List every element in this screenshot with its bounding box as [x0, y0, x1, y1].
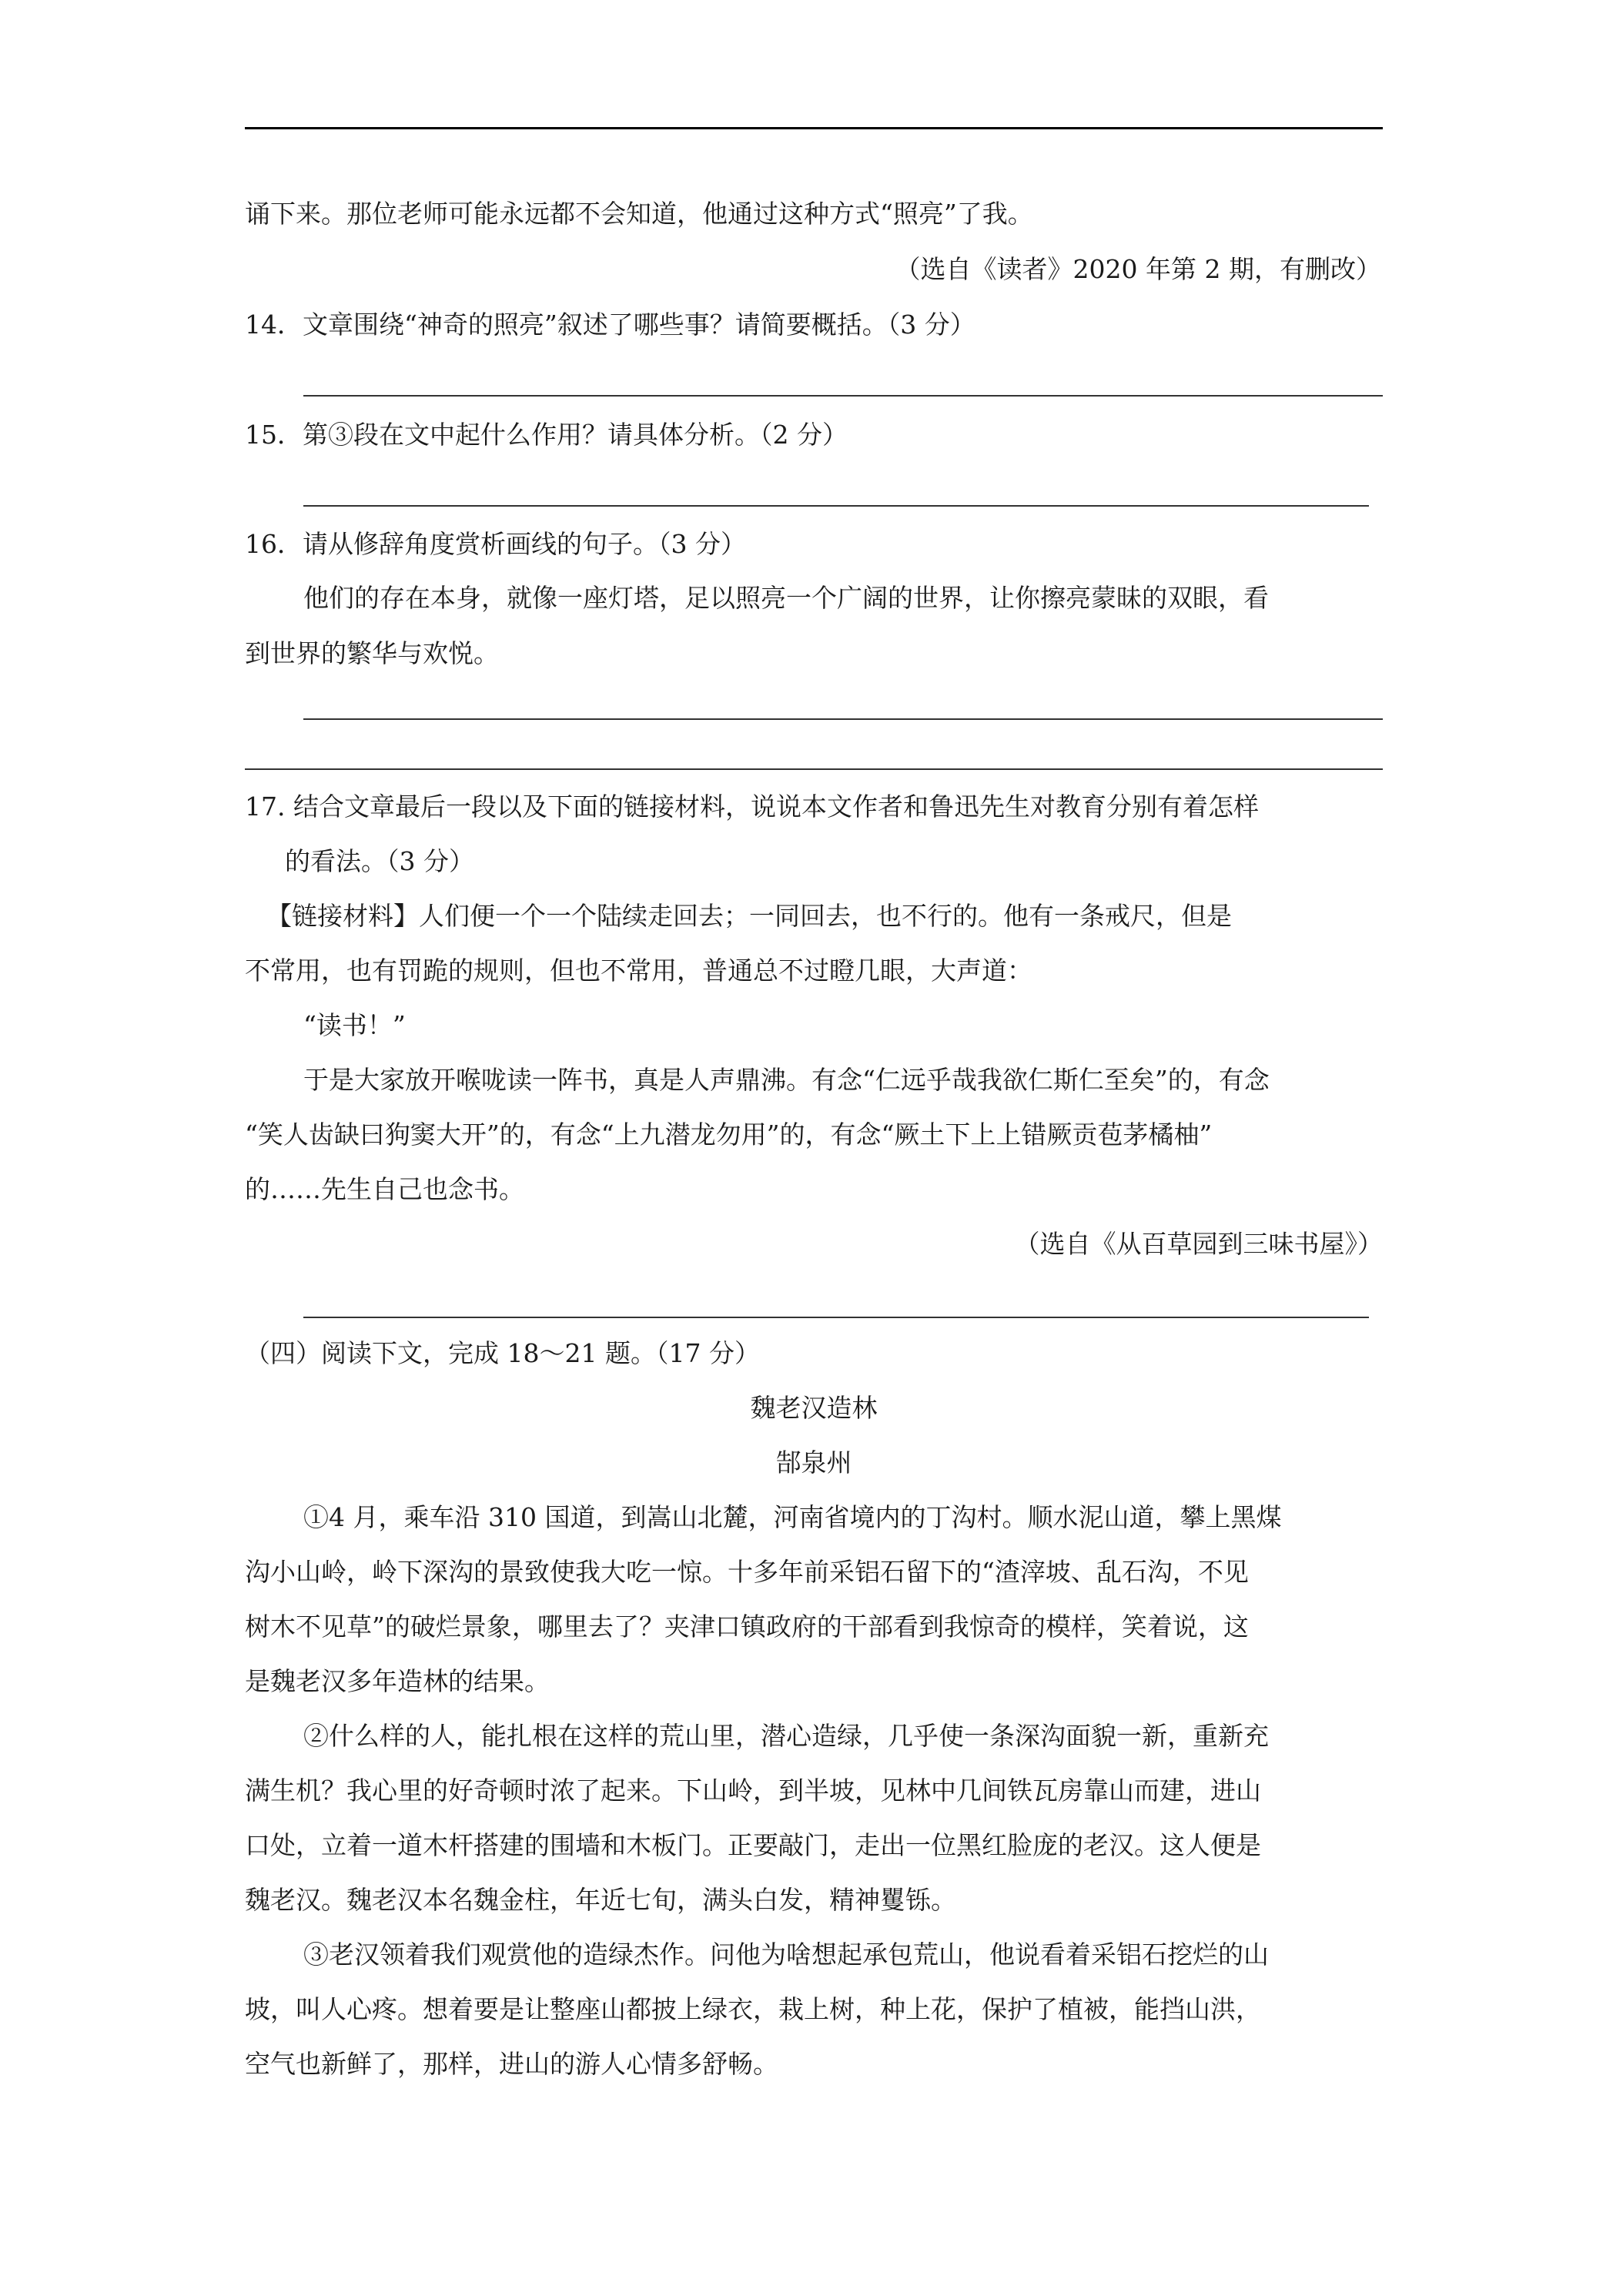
article-title: 魏老汉造林 — [750, 1393, 878, 1423]
material-line-5: “笑人齿缺曰狗窦大开”的，有念“上九潜龙勿用”的，有念“厥土下上上错厥贡苞茅橘柚” — [245, 1120, 1213, 1150]
material-line-2: 不常用，也有罚跪的规则，但也不常用，普通总不过瞪几眼，大声道： — [245, 956, 1032, 986]
paragraph-1-line-4: 是魏老汉多年造林的结果。 — [245, 1666, 550, 1696]
material-source: （选自《从百草园到三味书屋》） — [1014, 1229, 1383, 1259]
material-line-1: 【链接材料】人们便一个一个陆续走回去；一同回去，也不行的。他有一条戒尺，但是 — [266, 901, 1232, 931]
passage-source: （选自《读者》2020 年第 2 期，有删改） — [895, 254, 1381, 284]
paragraph-1-line-2: 沟小山岭，岭下深沟的景致使我大吃一惊。十多年前采铝石留下的“渣滓坡、乱石沟，不见 — [245, 1557, 1249, 1587]
question-14: 14．文章围绕“神奇的照亮”叙述了哪些事？请简要概括。（3 分） — [245, 310, 975, 340]
paragraph-1-line-3: 树木不见草”的破烂景象，哪里去了？夹津口镇政府的干部看到我惊奇的模样，笑着说，这 — [245, 1612, 1249, 1642]
material-line-6: 的……先生自己也念书。 — [245, 1174, 524, 1204]
question-17-line-1: 17. 结合文章最后一段以及下面的链接材料，说说本文作者和鲁迅先生对教育分别有着怎样 — [245, 792, 1259, 822]
question-16: 16．请从修辞角度赏析画线的句子。（3 分） — [245, 529, 746, 559]
paragraph-2-line-3: 口处，立着一道木杆搭建的围墙和木板门。正要敲门，走出一位黑红脸庞的老汉。这人便是 — [245, 1830, 1261, 1860]
answer-line-14[interactable] — [303, 395, 1383, 397]
paragraph-2-line-4: 魏老汉。魏老汉本名魏金柱，年近七旬，满头白发，精神矍铄。 — [245, 1885, 956, 1915]
question-16-quote-line-2: 到世界的繁华与欢悦。 — [245, 638, 499, 668]
question-16-quote-line-1: 他们的存在本身，就像一座灯塔，足以照亮一个广阔的世界，让你擦亮蒙昧的双眼，看 — [303, 583, 1269, 613]
passage-end-line: 诵下来。那位老师可能永远都不会知道，他通过这种方式“照亮”了我。 — [245, 199, 1033, 229]
question-15: 15．第③段在文中起什么作用？请具体分析。（2 分） — [245, 420, 848, 450]
section-4-heading: （四）阅读下文，完成 18～21 题。（17 分） — [245, 1338, 760, 1368]
paragraph-3-line-3: 空气也新鲜了，那样，进山的游人心情多舒畅。 — [245, 2049, 778, 2079]
header-rule — [245, 127, 1383, 129]
article-author: 郜泉州 — [775, 1448, 852, 1478]
answer-line-16b[interactable] — [245, 768, 1383, 770]
paragraph-1-line-1: ①4 月，乘车沿 310 国道，到嵩山北麓，河南省境内的丁沟村。顺水泥山道，攀上黑煤 — [303, 1502, 1282, 1532]
answer-line-16a[interactable] — [303, 718, 1383, 720]
answer-line-15[interactable] — [303, 505, 1369, 507]
paragraph-3-line-1: ③老汉领着我们观赏他的造绿杰作。问他为啥想起承包荒山，他说看着采铝石挖烂的山 — [303, 1940, 1269, 1970]
material-line-4: 于是大家放开喉咙读一阵书，真是人声鼎沸。有念“仁远乎哉我欲仁斯仁至矣”的，有念 — [303, 1065, 1270, 1095]
answer-line-17[interactable] — [303, 1317, 1369, 1318]
question-17-line-2: 的看法。（3 分） — [285, 846, 474, 876]
paragraph-3-line-2: 坡，叫人心疼。想着要是让整座山都披上绿衣，栽上树，种上花，保护了植被，能挡山洪， — [245, 1994, 1261, 2024]
paragraph-2-line-1: ②什么样的人，能扎根在这样的荒山里，潜心造绿，几乎使一条深沟面貌一新，重新充 — [303, 1721, 1269, 1751]
paragraph-2-line-2: 满生机？我心里的好奇顿时浓了起来。下山岭，到半坡，见林中几间铁瓦房靠山而建，进山 — [245, 1776, 1261, 1806]
material-line-3: “读书！” — [303, 1010, 406, 1040]
